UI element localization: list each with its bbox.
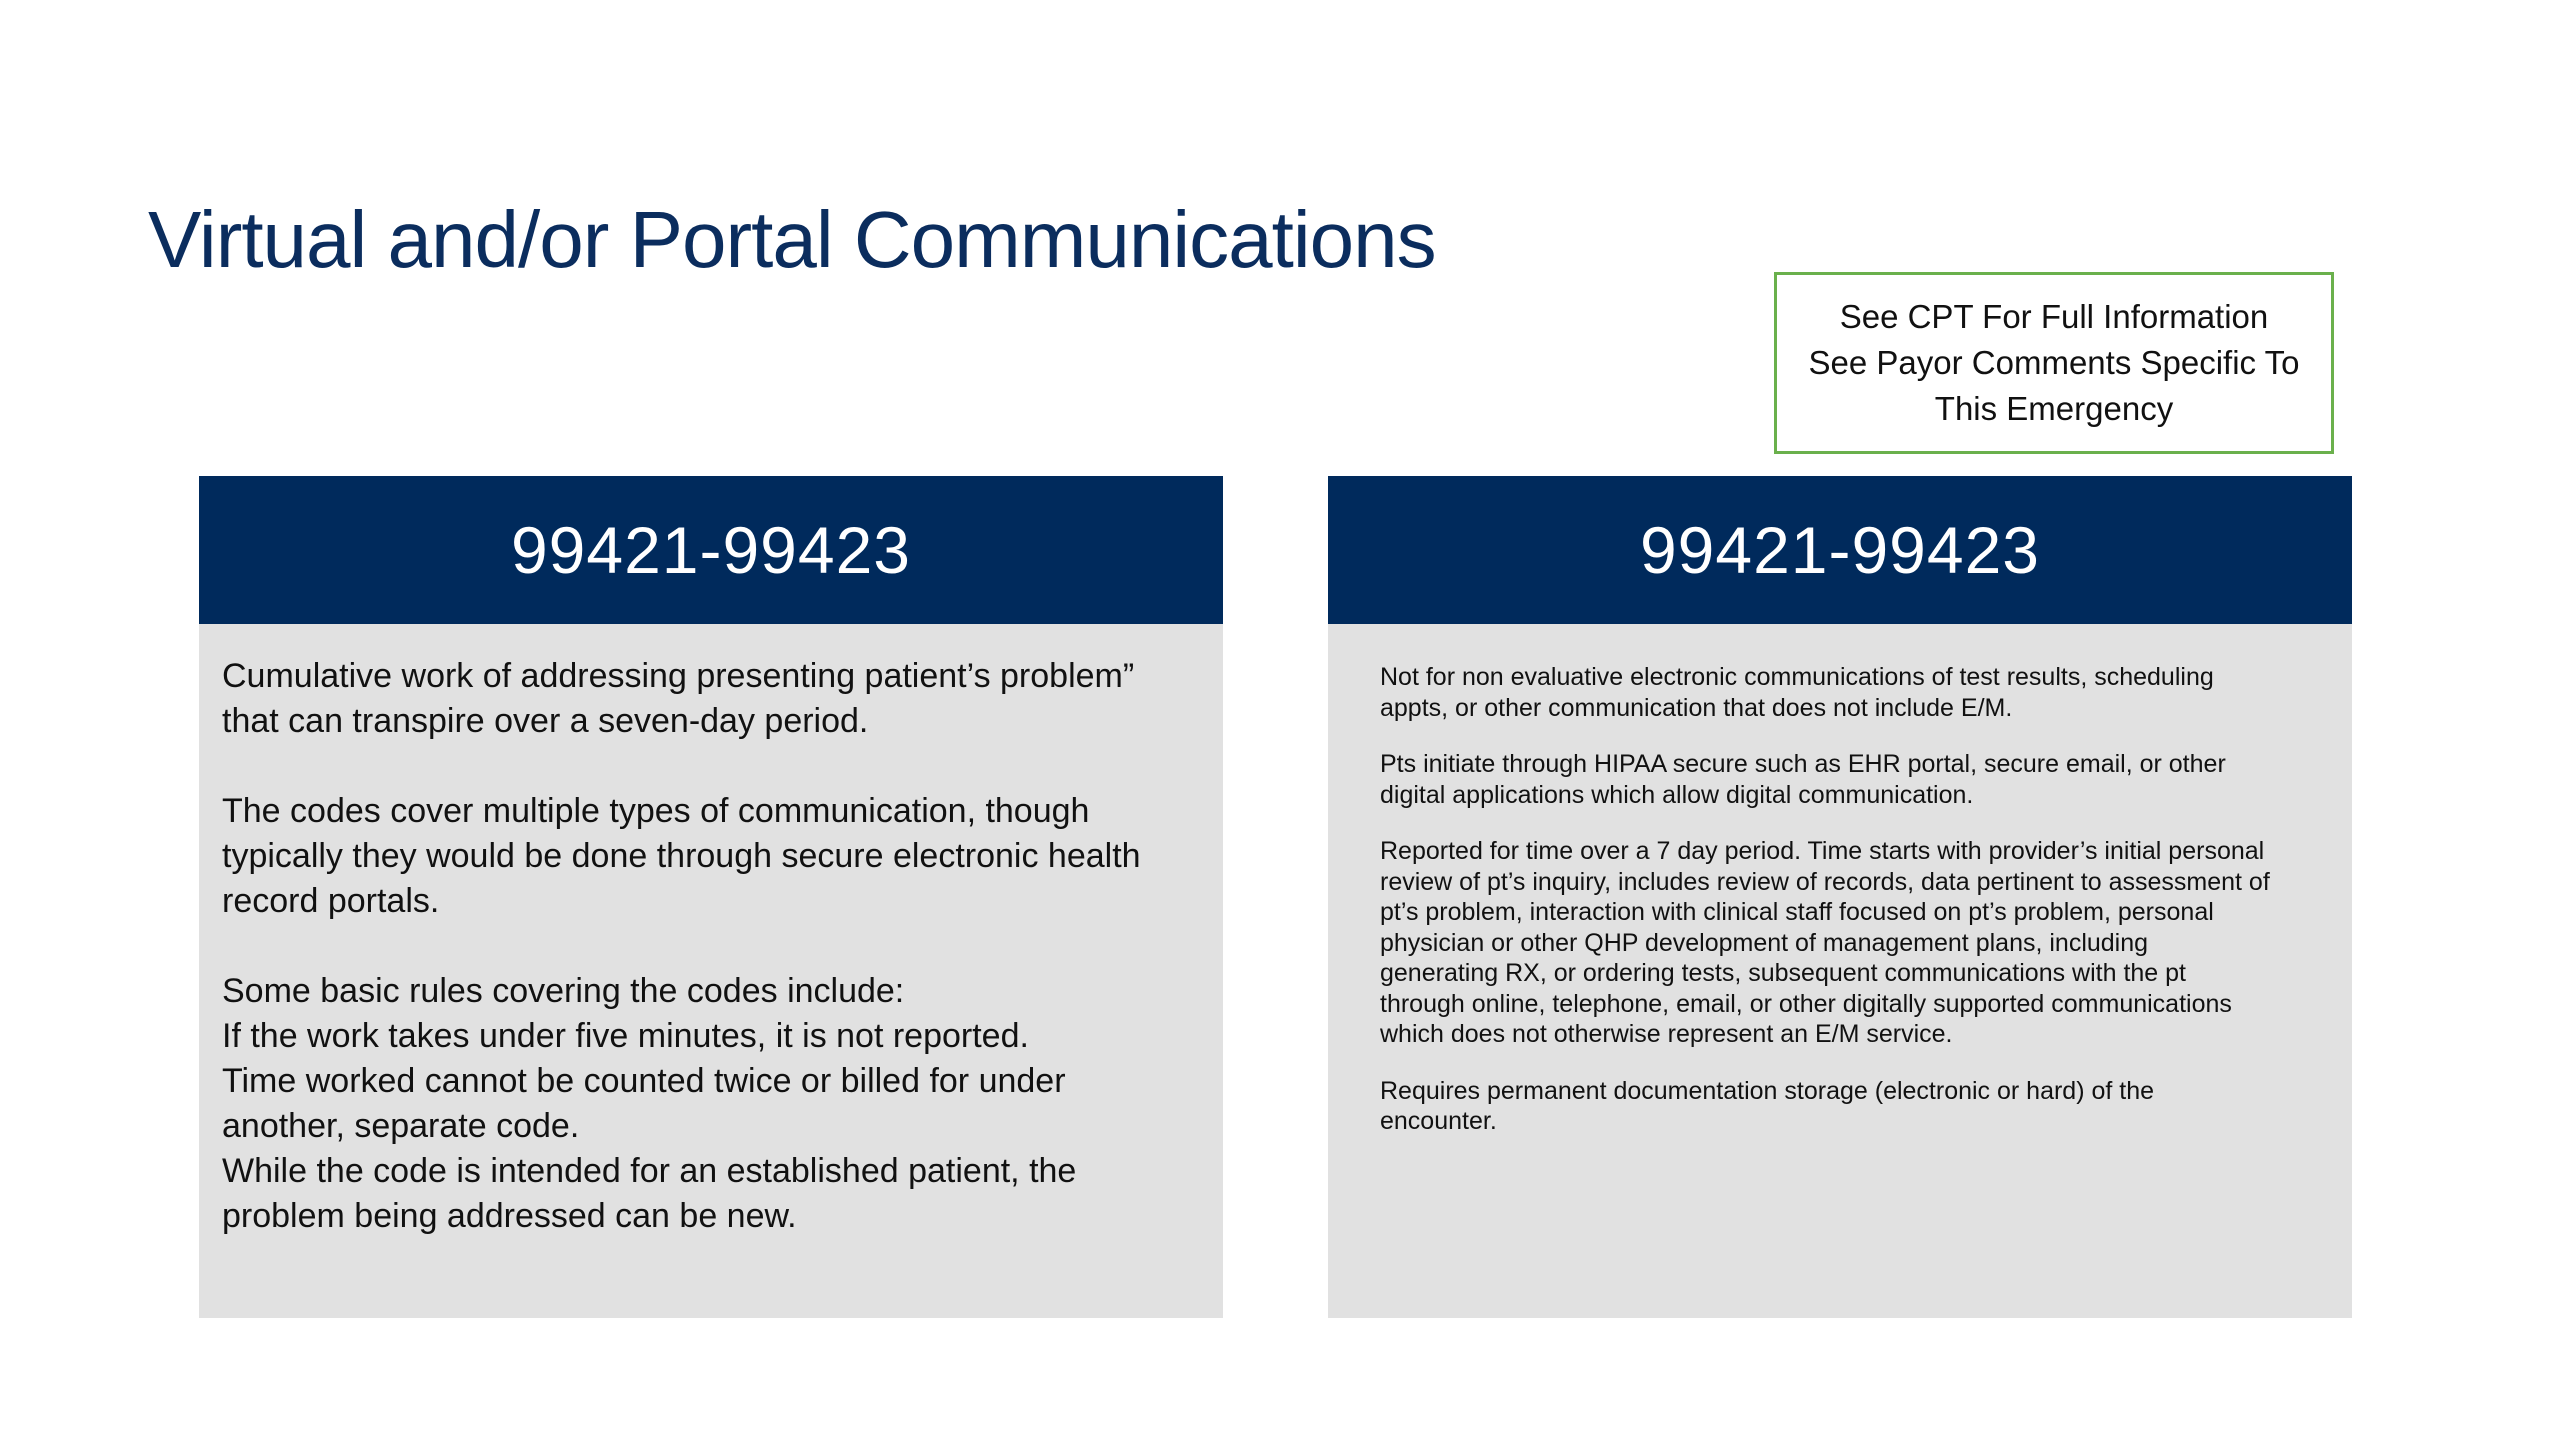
right-code-panel [1328, 476, 2352, 1318]
note-line: This Emergency [1934, 390, 2174, 427]
note-line: See CPT For Full Information [1839, 298, 2269, 335]
cpt-note-box [1774, 272, 2334, 454]
left-paragraph: The codes cover multiple types of communication, though typically they would be done through secure electronic health record portals. [222, 792, 1141, 920]
rule-item: While the code is intended for an established patient, the problem being addressed can be new. [222, 1152, 1077, 1235]
rule-item: Time worked cannot be counted twice or billed for under another, separate code. [222, 1062, 1066, 1145]
left-panel-body [222, 654, 1183, 1239]
note-line: See Payor Comments Specific To [1808, 344, 2300, 381]
right-paragraph: Not for non evaluative electronic communications of test results, scheduling appts, or other communication that does not include E/M. [1380, 663, 2214, 722]
rule-item: If the work takes under five minutes, it is not reported. [222, 1017, 1029, 1055]
right-panel-header: 99421-99423 [1328, 476, 2352, 624]
right-paragraph: Pts initiate through HIPAA secure such as EHR portal, secure email, or other digital applications which allow digital communication. [1380, 750, 2226, 809]
slide-title: Virtual and/or Portal Communications [148, 195, 1436, 284]
right-panel-body [1380, 662, 2272, 1163]
right-paragraph: Reported for time over a 7 day period. Time starts with provider’s initial personal review of pt’s inquiry, includes review of records, data pertinent to assessment of pt’s problem, interaction with clinical staff focused on pt’s problem, personal physician or other QHP development of management plans, including generating RX, or ordering tests, subsequent communications with the pt through online, telephone, email, or other digitally supported communications which does not otherwise represent an E/M service. [1380, 837, 2270, 1048]
left-panel-header: 99421-99423 [199, 476, 1223, 624]
left-paragraph: Cumulative work of addressing presenting patient’s problem” that can transpire over a seven-day period. [222, 657, 1135, 740]
rules-intro: Some basic rules covering the codes include: [222, 972, 905, 1010]
left-code-panel [199, 476, 1223, 1318]
right-paragraph: Requires permanent documentation storage (electronic or hard) of the encounter. [1380, 1076, 2155, 1135]
